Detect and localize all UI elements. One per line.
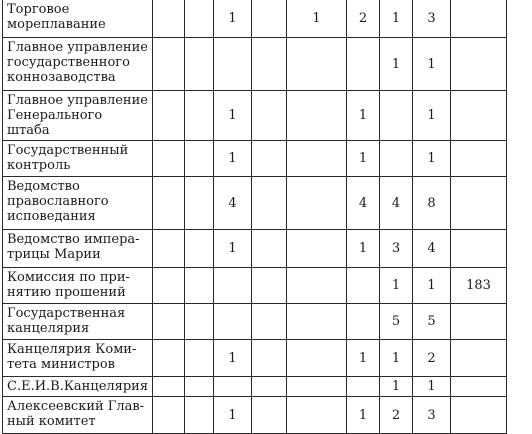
count-cell [153,304,185,340]
count-cell [451,304,507,340]
count-cell [287,177,347,230]
count-cell: 1 [380,340,413,377]
count-cell: 8 [413,177,451,230]
count-cell [185,177,214,230]
institution-name-cell: Канцелярия Коми-тета министров [3,340,153,377]
count-cell [287,304,347,340]
count-cell: 1 [413,141,451,177]
institution-name-cell: Ведомство православного исповедания [3,177,153,230]
count-cell: 1 [214,230,252,268]
table-row [3,177,507,230]
count-cell [451,230,507,268]
count-cell: 1 [214,141,252,177]
count-cell: 2 [413,340,451,377]
count-cell: 1 [347,91,380,141]
count-cell [185,377,214,397]
table-row [3,340,507,377]
count-cell: 1 [347,230,380,268]
count-cell [153,230,185,268]
count-cell: 1 [214,340,252,377]
count-cell: 2 [347,0,380,38]
count-cell: 1 [380,0,413,38]
count-cell [185,141,214,177]
count-cell: 1 [214,0,252,38]
count-cell: 1 [287,0,347,38]
count-cell [451,38,507,91]
count-cell [185,340,214,377]
count-cell [214,304,252,340]
count-cell: 3 [380,230,413,268]
count-cell [252,397,287,434]
institution-name-cell: С.Е.И.В.Канцелярия [3,377,153,397]
institution-name-cell: Ведомство импера-трицы Марии [3,230,153,268]
count-cell [287,340,347,377]
count-cell [252,340,287,377]
institution-name-cell: Государственный контроль [3,141,153,177]
count-cell [252,268,287,304]
count-cell [451,0,507,38]
count-cell [380,141,413,177]
count-cell [153,91,185,141]
count-cell: 1 [380,268,413,304]
count-cell [287,397,347,434]
count-cell [252,0,287,38]
institution-name-cell: Главное управление Генерального штаба [3,91,153,141]
count-cell [185,230,214,268]
count-cell [252,377,287,397]
count-cell [380,91,413,141]
count-cell [347,377,380,397]
count-cell [153,268,185,304]
count-cell [287,268,347,304]
institutions-table [2,0,507,434]
count-cell [153,340,185,377]
count-cell [153,38,185,91]
count-cell [185,304,214,340]
count-cell [451,377,507,397]
count-cell [153,397,185,434]
count-cell: 4 [347,177,380,230]
count-cell [451,141,507,177]
institution-name-cell: Комиссия по при-нятию прошений [3,268,153,304]
count-cell [252,38,287,91]
count-cell [287,230,347,268]
table-row [3,304,507,340]
institution-name-cell: Торговое мореплавание [3,0,153,38]
institution-name-cell: Главное управление государственного коннозаводства [3,38,153,91]
count-cell [347,38,380,91]
table-row [3,141,507,177]
count-cell [252,91,287,141]
count-cell [287,377,347,397]
count-cell: 4 [214,177,252,230]
count-cell [153,377,185,397]
count-cell: 5 [380,304,413,340]
count-cell [451,91,507,141]
count-cell: 2 [380,397,413,434]
count-cell [185,397,214,434]
table-row [3,377,507,397]
table-body [3,0,507,434]
count-cell [252,230,287,268]
count-cell [185,0,214,38]
count-cell [287,141,347,177]
count-cell: 1 [380,38,413,91]
count-cell: 1 [380,377,413,397]
count-cell [185,38,214,91]
count-cell: 1 [413,268,451,304]
count-cell: 3 [413,397,451,434]
count-cell: 4 [413,230,451,268]
count-cell [153,141,185,177]
count-cell [287,91,347,141]
count-cell: 1 [413,377,451,397]
count-cell [214,38,252,91]
count-cell: 1 [413,38,451,91]
table-row [3,268,507,304]
institution-name-cell: Алексеевский Глав-ный комитет [3,397,153,434]
table-row [3,397,507,434]
count-cell [252,177,287,230]
count-cell [451,340,507,377]
count-cell: 1 [214,91,252,141]
count-cell: 1 [347,340,380,377]
count-cell [252,141,287,177]
count-cell: 183 [451,268,507,304]
count-cell [347,304,380,340]
table-row [3,91,507,141]
count-cell [214,268,252,304]
table-row [3,230,507,268]
table-row [3,38,507,91]
count-cell [185,91,214,141]
count-cell [451,177,507,230]
count-cell: 4 [380,177,413,230]
institution-name-cell: Государственная канцелярия [3,304,153,340]
count-cell [451,397,507,434]
count-cell: 1 [347,397,380,434]
table-row [3,0,507,38]
count-cell: 1 [413,91,451,141]
count-cell [252,304,287,340]
count-cell: 1 [214,397,252,434]
count-cell [214,377,252,397]
count-cell [153,0,185,38]
count-cell [347,268,380,304]
count-cell: 3 [413,0,451,38]
count-cell: 5 [413,304,451,340]
count-cell [185,268,214,304]
count-cell [153,177,185,230]
count-cell: 1 [347,141,380,177]
count-cell [287,38,347,91]
